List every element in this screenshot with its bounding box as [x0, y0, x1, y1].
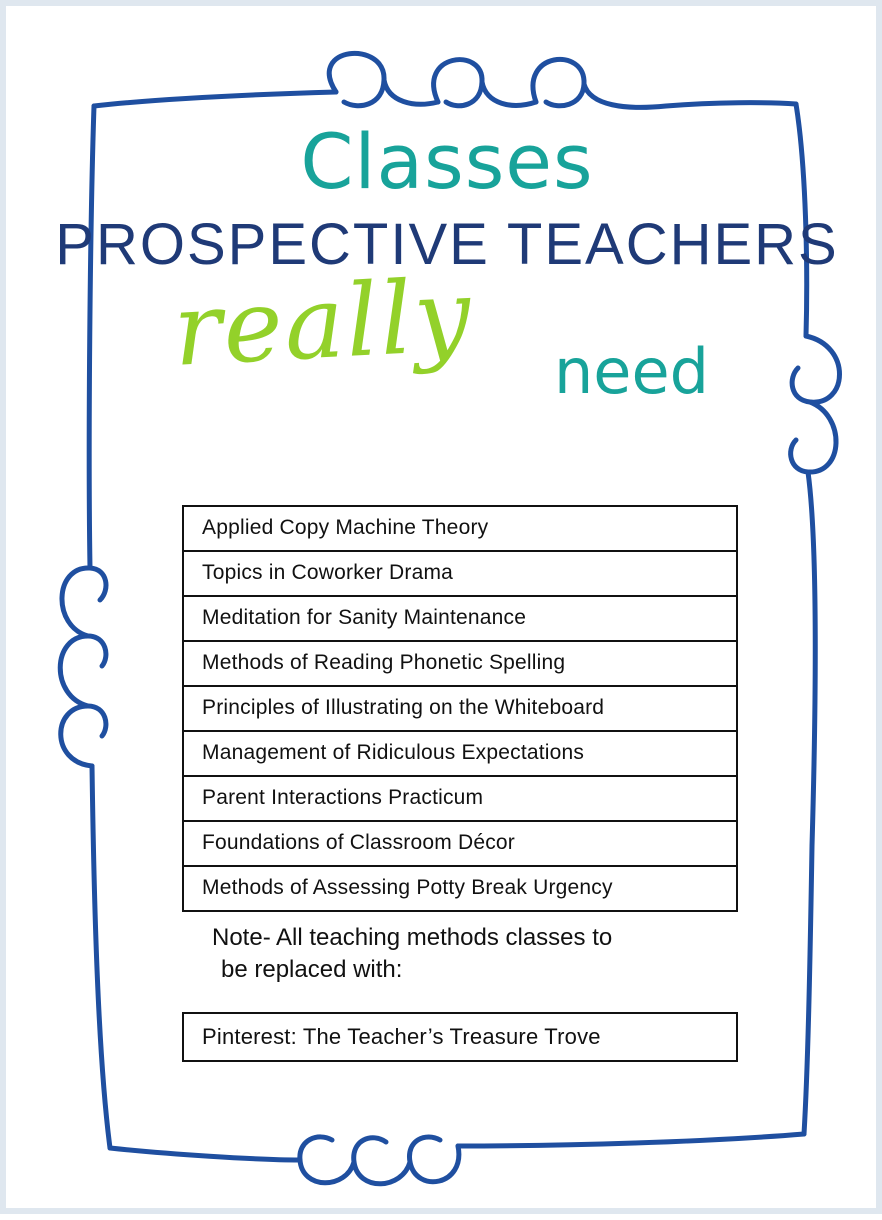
note-block	[212, 922, 772, 987]
note-line-1: Note- All teaching methods classes to	[212, 924, 613, 951]
note-line-2: be replaced with:	[221, 956, 403, 984]
list-item: Methods of Assessing Potty Break Urgency	[184, 867, 736, 912]
footer-box	[182, 1012, 738, 1062]
title-line-classes: Classes	[300, 117, 594, 206]
title-line-really: really	[170, 256, 476, 389]
list-item: Methods of Reading Phonetic Spelling	[184, 642, 736, 687]
title-line-need: need	[554, 334, 709, 408]
poster-title	[6, 117, 882, 421]
list-item: Topics in Coworker Drama	[184, 552, 736, 597]
list-item: Foundations of Classroom Décor	[184, 822, 736, 867]
list-item: Applied Copy Machine Theory	[184, 507, 736, 552]
list-item: Principles of Illustrating on the Whiteboard	[184, 687, 736, 732]
class-list	[182, 505, 738, 912]
title-line-prospective-teachers: PROSPECTIVE TEACHERS	[55, 212, 839, 277]
list-item: Parent Interactions Practicum	[184, 777, 736, 822]
list-item: Meditation for Sanity Maintenance	[184, 597, 736, 642]
footer-text: Pinterest: The Teacher’s Treasure Trove	[202, 1024, 601, 1049]
title-script-row	[6, 256, 882, 421]
list-item: Management of Ridiculous Expectations	[184, 732, 736, 777]
